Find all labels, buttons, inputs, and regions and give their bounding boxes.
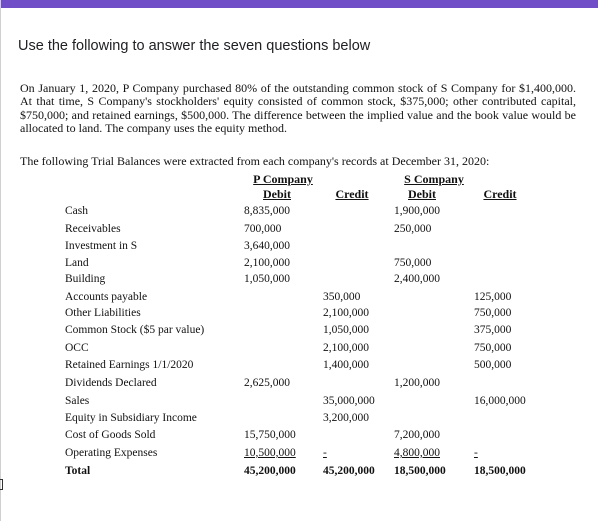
p-credit-cell: 2,100,000 [323,307,369,319]
p-debit-cell: 1,050,000 [244,273,290,285]
s-credit-cell: 750,000 [474,307,512,319]
question-title: Use the following to answer the seven questions below [18,38,371,54]
form-accent-bar [0,0,598,8]
table-row [0,257,598,273]
row-label: Land [65,257,89,269]
s-debit-cell: 18,500,000 [394,465,446,477]
s-credit-cell: 375,000 [474,324,512,336]
row-label: Receivables [65,223,121,235]
table-row [0,240,598,256]
p-credit-cell: 45,200,000 [323,465,375,477]
row-label: OCC [65,342,89,354]
s-debit-cell: 4,800,000 [394,447,440,459]
s-debit-cell: 2,400,000 [394,273,440,285]
p-credit-heading: Credit [335,187,369,201]
s-debit-cell: 750,000 [394,257,432,269]
p-company-heading: P Company [253,172,313,186]
s-credit-cell: 18,500,000 [474,465,526,477]
p-credit-cell: 2,100,000 [323,342,369,354]
row-label: Building [65,273,106,285]
row-label: Total [65,465,91,477]
s-debit-cell: 1,200,000 [394,377,440,389]
table-row [0,342,598,358]
p-credit-cell: 350,000 [323,291,361,303]
p-credit-cell: - [323,447,327,459]
p-debit-cell: 2,625,000 [244,377,290,389]
p-credit-cell: 3,200,000 [323,412,369,424]
row-label: Dividends Declared [65,377,157,389]
table-row [0,205,598,221]
table-row [0,429,598,445]
s-credit-cell: - [474,447,478,459]
row-label: Retained Earnings 1/1/2020 [65,359,194,371]
row-label: Cost of Goods Sold [65,429,156,441]
s-credit-cell: 500,000 [474,359,512,371]
s-debit-cell: 250,000 [394,223,432,235]
table-total-row [0,465,598,481]
row-label: Cash [65,205,88,217]
row-label: Other Liabilities [65,307,141,319]
row-label: Investment in S [65,240,138,252]
p-debit-cell: 700,000 [244,223,282,235]
table-row [0,377,598,393]
p-credit-cell: 35,000,000 [323,395,375,407]
row-label: Sales [65,395,90,407]
table-row [0,307,598,323]
p-credit-cell: 1,050,000 [323,324,369,336]
row-label: Common Stock ($5 par value) [65,324,205,336]
row-label: Accounts payable [65,291,148,303]
s-debit-cell: 1,900,000 [394,205,440,217]
problem-intro-paragraph: On January 1, 2020, P Company purchased 80% of the outstanding common stock of S Company for $1,400,000. At that time, S Company's stockholders' equity consisted of common stock, $375,000; other contributed capital, $750,000; and retained earnings, $500,000. The difference between the implied value and the book value would be allocated to land. The company uses the equity method. [20,81,576,136]
p-debit-heading: Debit [263,187,291,201]
table-row [0,223,598,239]
p-debit-cell: 2,100,000 [244,257,290,269]
s-company-heading: S Company [404,172,464,186]
table-row [0,291,598,307]
s-debit-heading: Debit [408,187,436,201]
table-row [0,447,598,463]
s-credit-cell: 125,000 [474,291,512,303]
s-credit-cell: 750,000 [474,342,512,354]
table-row [0,324,598,340]
s-credit-cell: 16,000,000 [474,395,526,407]
p-debit-cell: 8,835,000 [244,205,290,217]
p-debit-cell: 15,750,000 [244,429,296,441]
trial-balance-caption: The following Trial Balances were extracted from each company's records at December 31, 2020: [20,154,490,168]
row-label: Operating Expenses [65,447,158,459]
s-debit-cell: 7,200,000 [394,429,440,441]
row-label: Equity in Subsidiary Income [65,412,197,424]
p-debit-cell: 10,500,000 [244,447,296,459]
p-credit-cell: 1,400,000 [323,359,369,371]
table-row [0,412,598,428]
p-debit-cell: 45,200,000 [244,465,296,477]
s-credit-heading: Credit [483,187,517,201]
table-row [0,273,598,289]
table-row [0,395,598,411]
table-row [0,359,598,375]
p-debit-cell: 3,640,000 [244,240,290,252]
